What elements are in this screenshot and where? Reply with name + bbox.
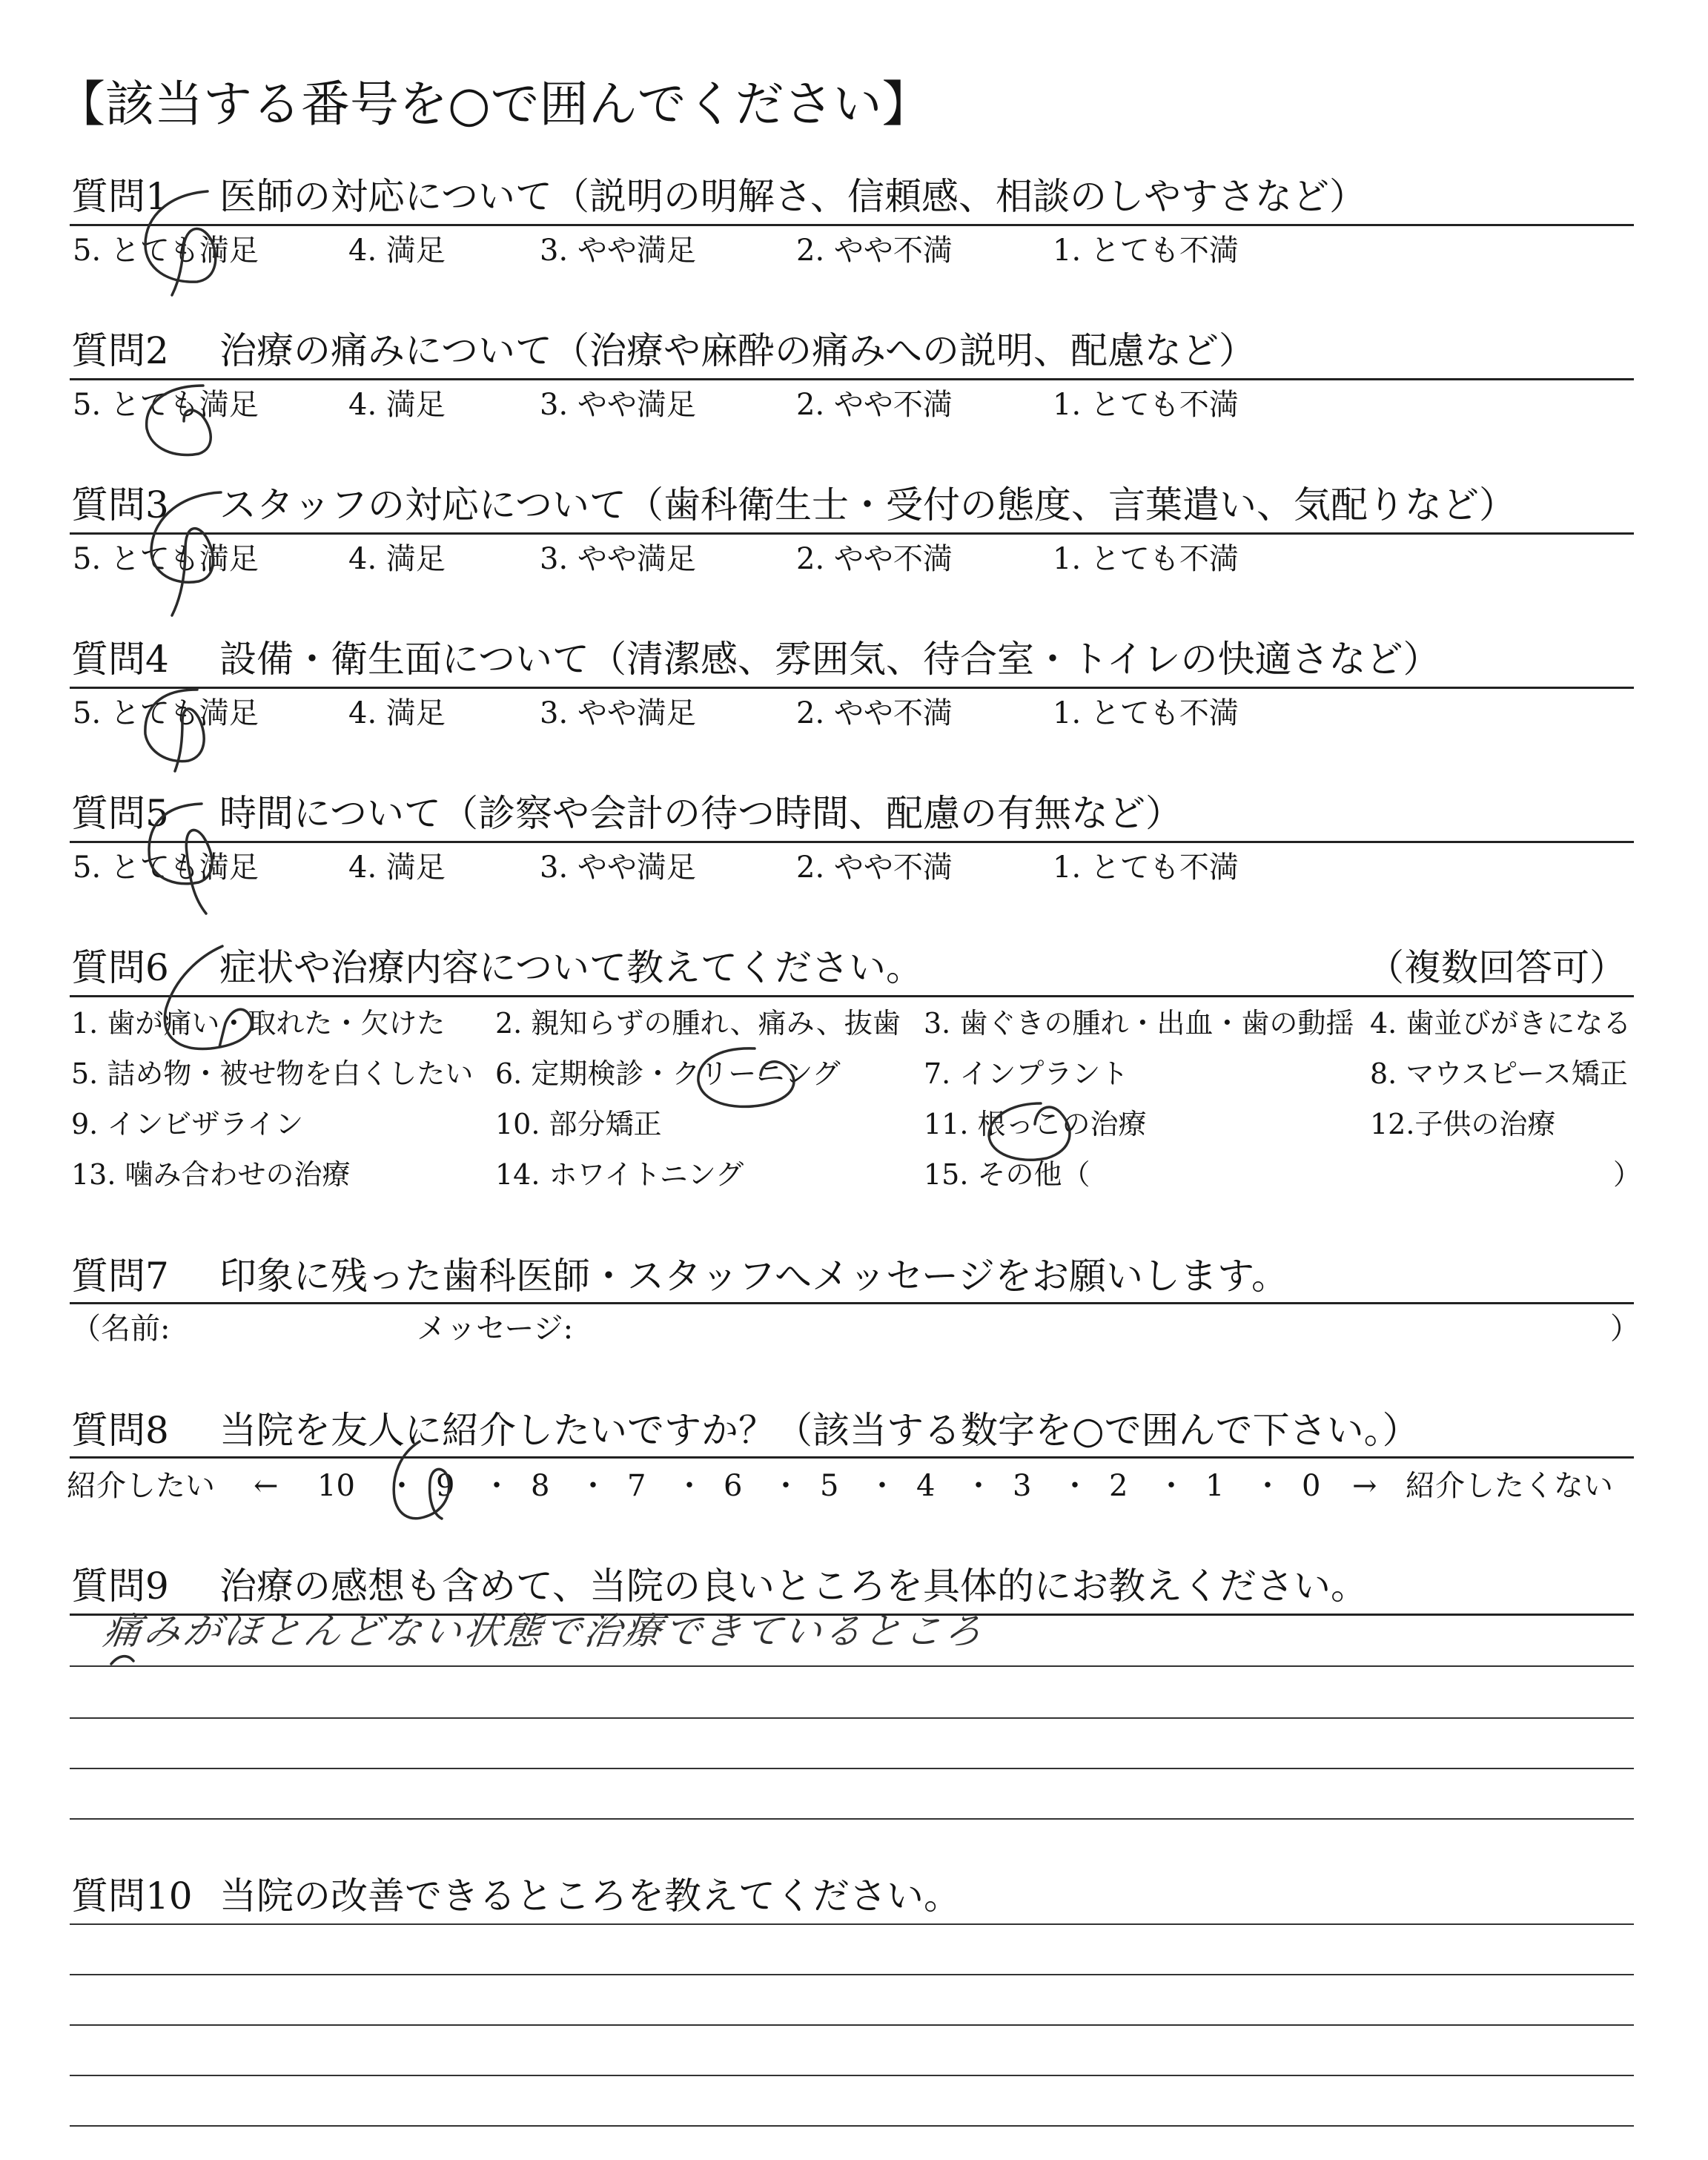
q6-item-3[interactable]: 3. 歯ぐきの腫れ・出血・歯の動揺: [924, 1007, 1354, 1040]
q1-option-4[interactable]: 4. 満足: [348, 234, 446, 268]
scale-dot: ・: [867, 1469, 897, 1503]
q5-option-3[interactable]: 3. やや満足: [540, 851, 696, 885]
page-title: 【該当する番号を○で囲んでください】: [56, 76, 931, 133]
scale-dot: ・: [1253, 1469, 1282, 1503]
answer-line: [70, 2024, 1634, 2026]
question-7-number: 質問7: [71, 1255, 169, 1298]
question-9-text: 治療の感想も含めて、当院の良いところを具体的にお教えください。: [219, 1565, 1368, 1608]
q2-option-2[interactable]: 2. やや不満: [796, 388, 953, 422]
answer-line: [70, 1818, 1634, 1820]
question-8-number: 質問8: [71, 1409, 169, 1452]
question-3-rule: [70, 532, 1634, 535]
question-10-number: 質問10: [71, 1875, 193, 1918]
scale-left-arrow: ←: [254, 1469, 279, 1503]
question-2-title: [71, 326, 1634, 375]
question-5-text: 時間について（診察や会計の待つ時間、配慮の有無など）: [219, 792, 1182, 835]
q6-item-2[interactable]: 2. 親知らずの腫れ、痛み、抜歯: [495, 1007, 901, 1040]
q3-option-2[interactable]: 2. やや不満: [796, 542, 953, 576]
question-7-rule: [70, 1302, 1634, 1304]
question-6-note: （複数回答可）: [1367, 946, 1626, 989]
q3-option-4[interactable]: 4. 満足: [348, 542, 446, 576]
question-4-text: 設備・衛生面について（清潔感、雰囲気、待合室・トイレの快適さなど）: [219, 638, 1440, 681]
q3-option-5[interactable]: 5. とても満足: [73, 542, 259, 576]
q2-option-5[interactable]: 5. とても満足: [73, 388, 259, 422]
question-6-text: 症状や治療内容について教えてください。: [219, 946, 923, 989]
question-1-text: 医師の対応について（説明の明解さ、信頼感、相談のしやすさなど）: [219, 175, 1366, 218]
q6-item-8[interactable]: 8. マウスピース矯正: [1370, 1057, 1628, 1090]
answer-line: [70, 2075, 1634, 2076]
q2-option-3[interactable]: 3. やや満足: [540, 388, 696, 422]
scale-left-label: 紹介したい: [67, 1469, 215, 1503]
q3-option-3[interactable]: 3. やや満足: [540, 542, 696, 576]
question-6-rule: [70, 995, 1634, 997]
scale-dot: ・: [387, 1469, 417, 1503]
q6-item-15-close: ）: [1613, 1158, 1642, 1191]
handwriting-underline: [111, 1657, 133, 1664]
scale-dot: ・: [1060, 1469, 1090, 1503]
q2-option-4[interactable]: 4. 満足: [348, 388, 446, 422]
answer-line: [70, 2125, 1634, 2127]
scale-5[interactable]: 5: [820, 1469, 839, 1503]
message-label: メッセージ:: [417, 1312, 574, 1346]
question-10-text: 当院の改善できるところを教えてください。: [219, 1875, 961, 1918]
scale-dot: ・: [675, 1469, 704, 1503]
q1-option-5[interactable]: 5. とても満足: [73, 234, 259, 268]
q1-option-1[interactable]: 1. とても不満: [1053, 234, 1239, 268]
question-3-title: [71, 480, 1634, 529]
q4-option-1[interactable]: 1. とても不満: [1053, 696, 1239, 730]
question-5-title: [71, 789, 1634, 838]
q4-option-4[interactable]: 4. 満足: [348, 696, 446, 730]
question-7-text: 印象に残った歯科医師・スタッフへメッセージをお願いします。: [219, 1255, 1288, 1298]
question-4-number: 質問4: [71, 638, 169, 681]
q6-item-1[interactable]: 1. 歯が痛い・取れた・欠けた: [71, 1007, 446, 1040]
q6-item-15[interactable]: 15. その他（: [924, 1158, 1090, 1191]
question-8-text: 当院を友人に紹介したいですか？（該当する数字を○で囲んで下さい。）: [219, 1409, 1420, 1452]
scale-dot: ・: [482, 1469, 512, 1503]
q5-option-5[interactable]: 5. とても満足: [73, 851, 259, 885]
scale-dot: ・: [1156, 1469, 1186, 1503]
question-1-title: [71, 172, 1634, 221]
scale-4[interactable]: 4: [916, 1469, 936, 1503]
q6-item-9[interactable]: 9. インビザライン: [71, 1108, 304, 1140]
message-close-paren: ）: [1610, 1312, 1640, 1346]
q4-option-2[interactable]: 2. やや不満: [796, 696, 953, 730]
q6-item-13[interactable]: 13. 噛み合わせの治療: [71, 1158, 351, 1191]
question-9-number: 質問9: [71, 1565, 169, 1608]
scale-dot: ・: [578, 1469, 608, 1503]
scale-7[interactable]: 7: [627, 1469, 646, 1503]
q3-option-1[interactable]: 1. とても不満: [1053, 542, 1239, 576]
q1-option-2[interactable]: 2. やや不満: [796, 234, 953, 268]
scale-9[interactable]: 9: [436, 1469, 455, 1503]
scale-right-label: 紹介したくない: [1406, 1469, 1613, 1503]
q4-option-5[interactable]: 5. とても満足: [73, 696, 259, 730]
scale-2[interactable]: 2: [1109, 1469, 1128, 1503]
question-2-rule: [70, 378, 1634, 380]
q6-item-6[interactable]: 6. 定期検診・クリーニング: [495, 1057, 841, 1090]
question-4-rule: [70, 687, 1634, 689]
question-8-title: [71, 1406, 1634, 1455]
scale-6[interactable]: 6: [724, 1469, 743, 1503]
question-7-title: [71, 1252, 1634, 1301]
q6-item-7[interactable]: 7. インプラント: [924, 1057, 1129, 1090]
answer-line: [70, 1717, 1634, 1719]
scale-8[interactable]: 8: [531, 1469, 550, 1503]
question-6-number: 質問6: [71, 946, 169, 989]
q4-option-3[interactable]: 3. やや満足: [540, 696, 696, 730]
question-5-rule: [70, 841, 1634, 843]
question-2-text: 治療の痛みについて（治療や麻酔の痛みへの説明、配慮など）: [219, 329, 1256, 372]
scale-dot: ・: [964, 1469, 993, 1503]
answer-line: [70, 1665, 1634, 1667]
q6-item-4[interactable]: 4. 歯並びがきになる: [1370, 1007, 1632, 1040]
question-9-handwritten-answer: 痛みがほとんどない状態で治療できているところ: [100, 1610, 988, 1653]
q6-item-12[interactable]: 12.子供の治療: [1370, 1108, 1556, 1140]
question-10-title: [71, 1872, 1634, 1920]
question-3-number: 質問3: [71, 483, 169, 526]
question-8-rule: [70, 1456, 1634, 1459]
question-6-title: [71, 943, 1634, 992]
scale-right-arrow: →: [1352, 1469, 1377, 1503]
scale-10[interactable]: 10: [317, 1469, 355, 1503]
question-1-number: 質問1: [71, 175, 169, 218]
q6-item-10[interactable]: 10. 部分矯正: [495, 1108, 662, 1140]
answer-line: [70, 1768, 1634, 1769]
q5-option-2[interactable]: 2. やや不満: [796, 851, 953, 885]
scale-dot: ・: [771, 1469, 801, 1503]
question-9-title: [71, 1562, 1634, 1611]
q6-item-5[interactable]: 5. 詰め物・被せ物を白くしたい: [71, 1057, 474, 1090]
q6-item-11[interactable]: 11. 根っこの治療: [924, 1108, 1147, 1140]
question-2-number: 質問2: [71, 329, 169, 372]
scale-0[interactable]: 0: [1302, 1469, 1321, 1503]
answer-line: [70, 1974, 1634, 1975]
q5-option-1[interactable]: 1. とても不満: [1053, 851, 1239, 885]
q2-option-1[interactable]: 1. とても不満: [1053, 388, 1239, 422]
answer-line: [70, 1923, 1634, 1925]
question-3-text: スタッフの対応について（歯科衛生士・受付の態度、言葉遣い、気配りなど）: [219, 483, 1516, 526]
scale-3[interactable]: 3: [1013, 1469, 1032, 1503]
question-5-number: 質問5: [71, 792, 169, 835]
q1-option-3[interactable]: 3. やや満足: [540, 234, 696, 268]
q6-item-14[interactable]: 14. ホワイトニング: [495, 1158, 744, 1191]
question-1-rule: [70, 224, 1634, 226]
question-4-title: [71, 635, 1634, 684]
name-label: （名前:: [71, 1312, 171, 1346]
scale-1[interactable]: 1: [1205, 1469, 1225, 1503]
q5-option-4[interactable]: 4. 満足: [348, 851, 446, 885]
